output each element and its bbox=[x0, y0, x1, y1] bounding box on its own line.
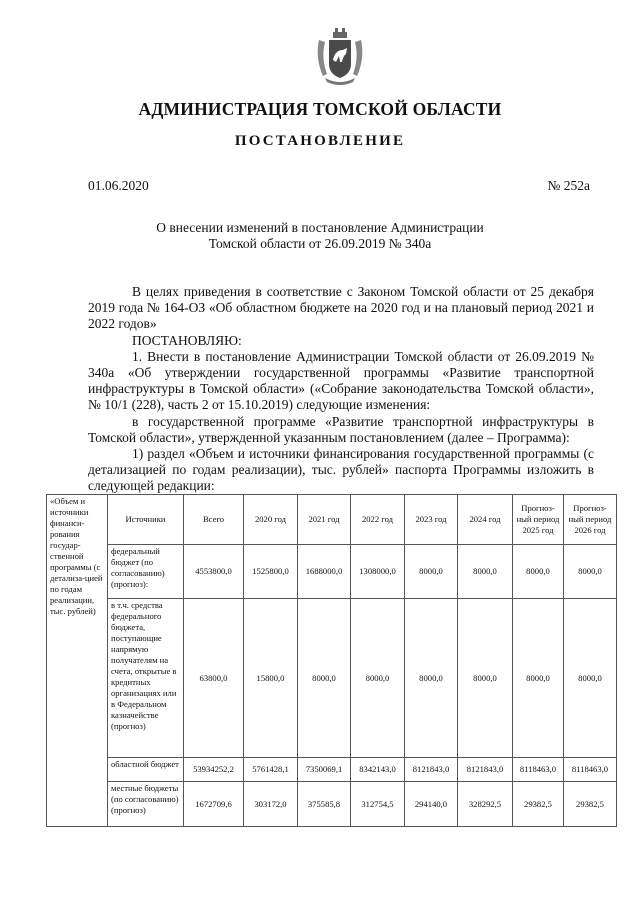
value-cell: 8000,0 bbox=[564, 545, 617, 599]
value-cell: 63800,0 bbox=[184, 599, 244, 758]
document-number: № 252а bbox=[547, 178, 590, 193]
value-cell: 1525800,0 bbox=[244, 545, 298, 599]
subject-line-1: О внесении изменений в постановление Администрации bbox=[156, 220, 484, 235]
header-cell: 2021 год bbox=[298, 495, 351, 545]
value-cell: 303172,0 bbox=[244, 782, 298, 827]
value-cell: 8000,0 bbox=[405, 599, 458, 758]
value-cell: 29382,5 bbox=[564, 782, 617, 827]
value-cell: 8000,0 bbox=[458, 599, 513, 758]
value-cell: 8000,0 bbox=[458, 545, 513, 599]
section-paragraph: 1) раздел «Объем и источники финансирования государственной программы (с детализацией по годам реализации), тыс. рублей» паспорта Программы изложить в следующей редакции: bbox=[88, 446, 594, 494]
value-cell: 294140,0 bbox=[405, 782, 458, 827]
source-cell: в т.ч. средства федерального бюджета, поступающие напрямую получателям на счета, открытые в кредитных организациях или в Федеральном казначействе (прогноз) bbox=[108, 599, 184, 758]
value-cell: 8000,0 bbox=[513, 545, 564, 599]
table-row bbox=[47, 758, 617, 782]
value-cell: 8121843,0 bbox=[405, 758, 458, 782]
value-cell: 8342143,0 bbox=[351, 758, 405, 782]
table-row bbox=[47, 599, 617, 758]
value-cell: 8000,0 bbox=[513, 599, 564, 758]
value-cell: 8000,0 bbox=[564, 599, 617, 758]
source-cell: федеральный бюджет (по согласованию) (прогноз): bbox=[108, 545, 184, 599]
table-row bbox=[47, 545, 617, 599]
header-cell: 2020 год bbox=[244, 495, 298, 545]
header-cell: Источники bbox=[108, 495, 184, 545]
document-body bbox=[88, 284, 594, 495]
document-type: ПОСТАНОВЛЕНИЕ bbox=[234, 133, 406, 149]
financing-table bbox=[46, 494, 617, 827]
header-cell: Прогноз-ный период 2025 год bbox=[513, 495, 564, 545]
value-cell: 8000,0 bbox=[298, 599, 351, 758]
preamble-paragraph: В целях приведения в соответствие с Законом Томской области от 25 декабря 2019 года № 164-ОЗ «Об областном бюджете на 2020 год и на плановый период 2021 и 2022 годов» bbox=[88, 284, 594, 332]
value-cell: 8118463,0 bbox=[513, 758, 564, 782]
organization-title: АДМИНИСТРАЦИЯ ТОМСКОЙ ОБЛАСТИ bbox=[138, 99, 502, 119]
value-cell: 8121843,0 bbox=[458, 758, 513, 782]
value-cell: 312754,5 bbox=[351, 782, 405, 827]
value-cell: 8118463,0 bbox=[564, 758, 617, 782]
value-cell: 53934252,2 bbox=[184, 758, 244, 782]
value-cell: 8000,0 bbox=[351, 599, 405, 758]
document-subject bbox=[0, 220, 640, 252]
resolve-heading: ПОСТАНОВЛЯЮ: bbox=[132, 332, 242, 348]
value-cell: 29382,5 bbox=[513, 782, 564, 827]
header-cell: Прогноз-ный период 2026 год bbox=[564, 495, 617, 545]
table-row bbox=[47, 782, 617, 827]
header-cell: Всего bbox=[184, 495, 244, 545]
value-cell: 1308000,0 bbox=[351, 545, 405, 599]
header-cell: 2024 год bbox=[458, 495, 513, 545]
table-header-row bbox=[47, 495, 617, 545]
value-cell: 375585,8 bbox=[298, 782, 351, 827]
value-cell: 5761428,1 bbox=[244, 758, 298, 782]
row-label-cell: «Объем и источники финанси-рования государ-ственной программы (с детализа-цией по годам реализации, тыс. рублей) bbox=[47, 495, 108, 827]
value-cell: 4553800,0 bbox=[184, 545, 244, 599]
coat-of-arms-icon bbox=[313, 28, 367, 88]
value-cell: 15800,0 bbox=[244, 599, 298, 758]
subject-line-2: Томской области от 26.09.2019 № 340а bbox=[208, 236, 432, 251]
document-date: 01.06.2020 bbox=[88, 178, 149, 193]
value-cell: 8000,0 bbox=[405, 545, 458, 599]
value-cell: 1688000,0 bbox=[298, 545, 351, 599]
clause-1-paragraph: 1. Внести в постановление Администрации Томской области от 26.09.2019 № 340а «Об утверждении государственной программы «Развитие транспортной инфраструктуры в Томской области» («Собрание законодательства Томской области», № 10/1 (228), часть 2 от 15.10.2019) следующие изменения: bbox=[88, 348, 594, 413]
value-cell: 328292,5 bbox=[458, 782, 513, 827]
value-cell: 1672709,6 bbox=[184, 782, 244, 827]
header-cell: 2023 год bbox=[405, 495, 458, 545]
source-cell: областной бюджет bbox=[108, 758, 184, 782]
source-cell: местные бюджеты (по согласованию) (прогноз) bbox=[108, 782, 184, 827]
value-cell: 7350069,1 bbox=[298, 758, 351, 782]
header-cell: 2022 год bbox=[351, 495, 405, 545]
program-paragraph: в государственной программе «Развитие транспортной инфраструктуры в Томской области», утвержденной указанным постановлением (далее – Программа): bbox=[88, 413, 594, 445]
